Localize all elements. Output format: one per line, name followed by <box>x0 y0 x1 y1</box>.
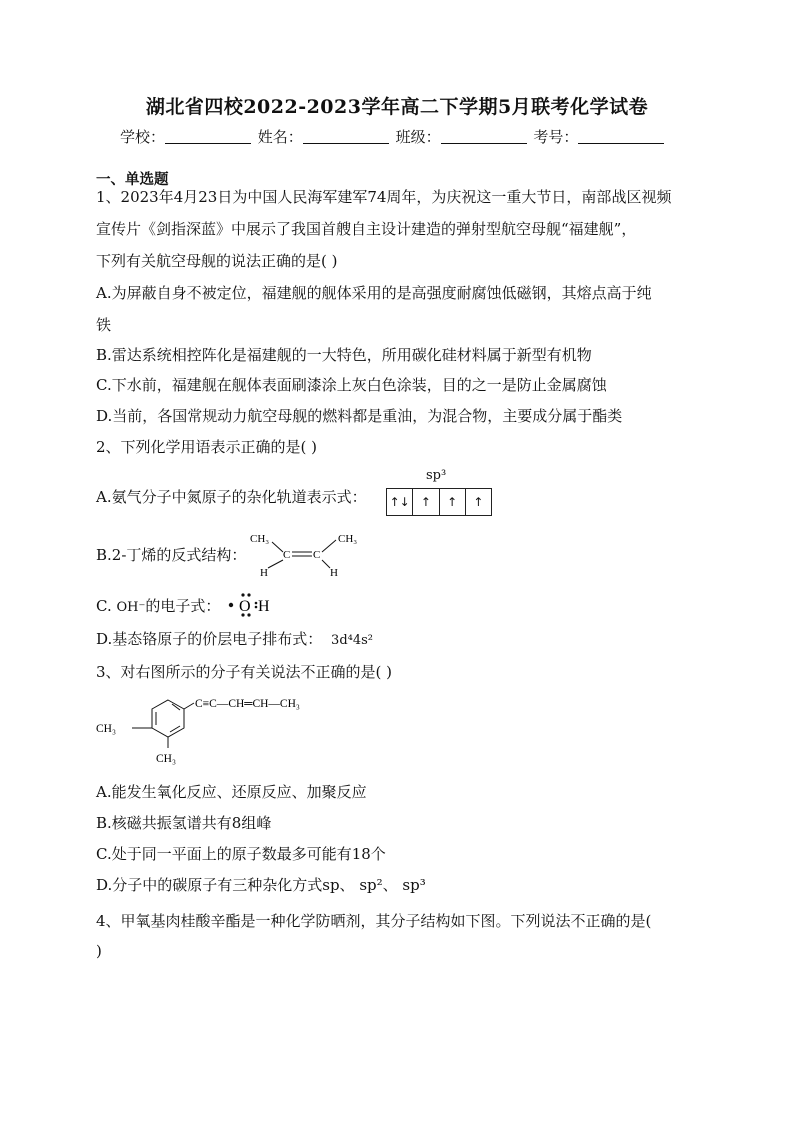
q4-stem-line2: ) <box>96 942 102 960</box>
methyl-bottom-label: CH₃ <box>156 753 176 765</box>
q2-stem: 2、下列化学用语表示正确的是( ) <box>96 438 318 456</box>
q2-d-text: D.基态铬原子的价层电子排布式： <box>96 630 323 648</box>
q2-option-a: A.氨气分子中氮原子的杂化轨道表示式： <box>96 488 367 506</box>
bond-line <box>184 703 194 709</box>
q3-option-d: D.分子中的碳原子有三种杂化方式sp、 sp²、 sp³ <box>96 876 426 894</box>
q1-option-a-line1: A.为屏蔽自身不被定位，福建舰的舰体采用的是高强度耐腐蚀低磁钢，其熔点高于纯 <box>96 284 652 302</box>
electron-dot <box>247 593 250 596</box>
orbital-cell-4: ↑ <box>473 495 484 509</box>
q1-stem-line1: 1、2023年4月23日为中国人民海军建军74周年，为庆祝这一重大节日，南部战区视频 <box>96 188 672 206</box>
benzene-ring <box>152 700 184 737</box>
bond-line <box>322 540 336 552</box>
electron-dot <box>229 603 233 607</box>
trans-2-butene-structure <box>250 528 360 580</box>
class-label: 班级： <box>395 128 441 146</box>
q1-option-c: C.下水前，福建舰在舰体表面刷漆涂上灰白色涂装，目的之一是防止金属腐蚀 <box>96 376 607 394</box>
carbon-right-label: C <box>313 549 321 561</box>
q3-option-c: C.处于同一平面上的原子数最多可能有18个 <box>96 845 386 863</box>
bond-line <box>268 560 283 568</box>
q3-option-b: B.核磁共振氢谱共有8组峰 <box>96 814 272 832</box>
q2-c-prefix: C. <box>96 597 117 615</box>
q1-option-a-line2: 铁 <box>96 316 112 334</box>
methyl-right-label: CH₃ <box>338 533 358 545</box>
q2-option-b: B.2-丁烯的反式结构： <box>96 546 247 564</box>
q1-option-b: B.雷达系统相控阵化是福建舰的一大特色，所用碳化硅材料属于新型有机物 <box>96 346 592 364</box>
q3-molecule-structure <box>94 688 334 770</box>
hydroxide-ion-label: OH⁻ <box>116 600 146 615</box>
hydrogen-right-label: H <box>330 567 338 579</box>
q3-option-a: A.能发生氧化反应、还原反应、加聚反应 <box>96 783 367 801</box>
q4-stem-line1: 4、甲氧基肉桂酸辛酯是一种化学防晒剂，其分子结构如下图。下列说法不正确的是( <box>96 912 652 930</box>
hydrogen-left-label: H <box>260 567 268 579</box>
q2-c-suffix: 的电子式： <box>145 597 221 615</box>
name-label: 姓名： <box>257 128 303 146</box>
bond-line <box>322 560 330 568</box>
q2-option-d <box>96 632 373 647</box>
electron-dot <box>241 593 244 596</box>
q1-option-d: D.当前，各国常规动力航空母舰的燃料都是重油，为混合物，主要成分属于酯类 <box>96 407 623 425</box>
student-info-row <box>120 126 666 147</box>
section-heading: 一、单选题 <box>96 171 169 188</box>
side-chain-label: C≡C—CH═CH—CH₃ <box>195 698 300 710</box>
orbital-cell-2: ↑ <box>413 489 439 515</box>
hydrogen-label: H <box>258 598 270 615</box>
school-blank[interactable] <box>165 129 251 144</box>
q1-stem-line2: 宣传片《剑指深蓝》中展示了我国首艘自主设计建造的弹射型航空母舰“福建舰”， <box>96 220 637 238</box>
class-blank[interactable] <box>441 129 527 144</box>
q2-sp3-label: sp³ <box>426 468 447 483</box>
school-label: 学校： <box>120 128 166 146</box>
q1-stem-line3: 下列有关航空母舰的说法正确的是( ) <box>96 252 338 270</box>
oxygen-label: O <box>239 598 251 615</box>
exam-title: 湖北省四校2022-2023学年高二下学期5月联考化学试卷 <box>145 96 649 118</box>
orbital-cell-3: ↑ <box>440 489 466 515</box>
methyl-left-label: CH₃ <box>96 723 116 735</box>
electron-dot <box>255 606 258 609</box>
q3-stem: 3、对右图所示的分子有关说法不正确的是( ) <box>96 663 393 681</box>
name-blank[interactable] <box>303 129 389 144</box>
exam-number-blank[interactable] <box>578 129 664 144</box>
exam-number-label: 考号： <box>533 128 579 146</box>
q2-option-c <box>96 599 220 614</box>
bond-line <box>272 542 283 552</box>
electron-dot <box>255 602 258 605</box>
hydroxide-lewis-structure <box>226 592 270 618</box>
chromium-config: 3d⁴4s² <box>331 633 374 648</box>
orbital-box-diagram <box>386 488 492 516</box>
orbital-cell-1: ↑↓ <box>387 489 413 515</box>
methyl-left-label: CH₃ <box>250 533 270 545</box>
carbon-left-label: C <box>283 549 291 561</box>
